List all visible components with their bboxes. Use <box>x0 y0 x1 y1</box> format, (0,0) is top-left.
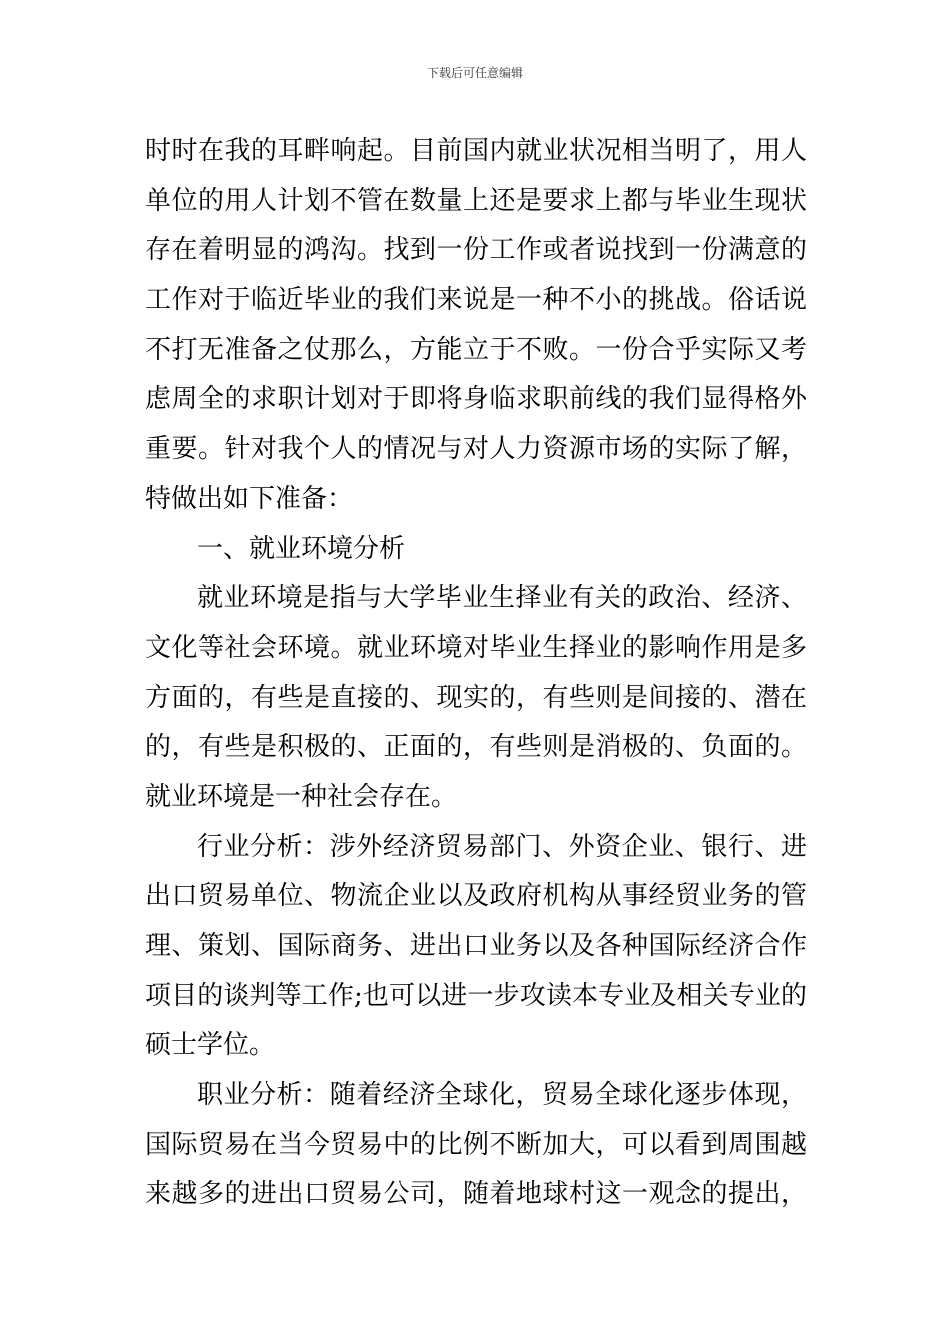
text-line: 单位的用人计划不管在数量上还是要求上都与毕业生现状 <box>145 185 807 216</box>
text-line: 文化等社会环境。就业环境对毕业生择业的影响作用是多 <box>145 632 807 663</box>
text-line: 就业环境是指与大学毕业生择业有关的政治、经济、 <box>197 583 807 614</box>
text-line: 工作对于临近毕业的我们来说是一种不小的挑战。俗话说 <box>145 285 807 316</box>
text-line: 存在着明显的鸿沟。找到一份工作或者说找到一份满意的 <box>145 235 807 266</box>
text-line: 来越多的进出口贸易公司，随着地球村这一观念的提出， <box>145 1179 807 1210</box>
text-line: 就业环境是一种社会存在。 <box>145 781 458 812</box>
text-line: 重要。针对我个人的情况与对人力资源市场的实际了解， <box>145 434 807 465</box>
page-header: 下载后可任意编辑 <box>426 66 523 80</box>
text-line: 国际贸易在当今贸易中的比例不断加大，可以看到周围越 <box>145 1129 807 1160</box>
text-line: 理、策划、国际商务、进出口业务以及各种国际经济合作 <box>145 931 807 961</box>
text-line: 的，有些是积极的、正面的，有些则是消极的、负面的。 <box>145 732 807 763</box>
text-line: 出口贸易单位、物流企业以及政府机构从事经贸业务的管 <box>145 881 807 912</box>
text-line: 不打无准备之仗那么，方能立于不败。一份合乎实际又考 <box>145 334 807 365</box>
document-body <box>145 127 807 1220</box>
text-line: 方面的，有些是直接的、现实的，有些则是间接的、潜在 <box>145 682 807 713</box>
text-line: 虑周全的求职计划对于即将身临求职前线的我们显得格外 <box>145 384 807 415</box>
text-line: 特做出如下准备： <box>145 483 354 514</box>
text-line: 项目的谈判等工作;也可以进一步攻读本专业及相关专业的 <box>145 980 807 1011</box>
text-line: 职业分析：随着经济全球化，贸易全球化逐步体现， <box>197 1080 807 1111</box>
text-line: 时时在我的耳畔响起。目前国内就业状况相当明了，用人 <box>145 136 807 166</box>
text-line: 行业分析：涉外经济贸易部门、外资企业、银行、进 <box>197 831 807 862</box>
text-line: 硕士学位。 <box>145 1030 276 1061</box>
section-heading: 一、就业环境分析 <box>197 533 406 564</box>
